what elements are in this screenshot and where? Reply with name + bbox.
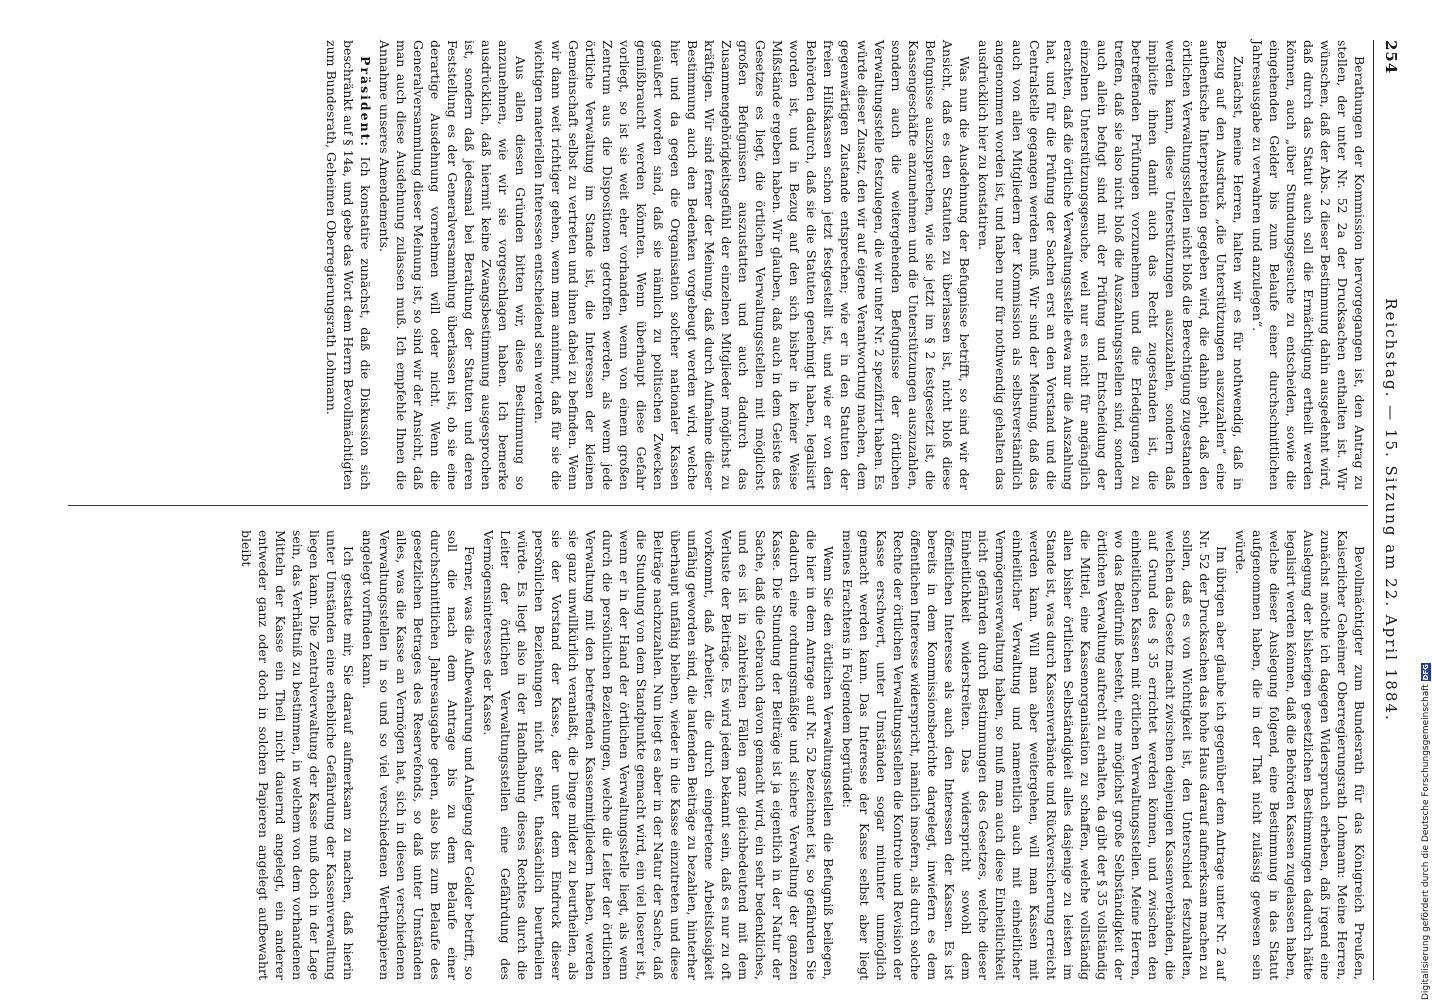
paragraph: Berathungen der Kommission hervorgegangen ist, den Antrag zu stellen, der unter Nr. 52 2a der Drucksachen enthalten ist. Wir wünschen, daß der Abs. 2 dieser Bestimmung dahin ausgedehnt wird, daß durch das Statut auch soll die Ermächtigung ertheilt werden können, auch „über Stundungsgesuche zu entscheiden, sowie die eingehenden Gelder bis zum Belaufe einer durchschnittlichen Jahresausgabe zu verwahren und anzulegen“. xyxy=(1250,40,1367,490)
digitization-text: Digitalisierung gefördert durch die Deutsche Forschungsgemeinschaft xyxy=(1421,684,1431,1000)
paragraph: Wenn Sie den örtlichen Verwaltungsstellen die Befugniß beilegen, die hier in dem Antrage auf Nr. 52 bezeichnet ist, so gefährden Sie dadurch eine ordnungsmäßige und sichere Verwaltung der ganzen Kasse. Die Stundung der Beiträge ist ja eigentlich in der Natur der Sache, daß die Gebrauch davon gemacht wird, ein sehr bedenkliches, und es ist in zahlreichen Fällen ganz gleichbedeutend mit dem Verluste der Beiträge. Es wird jedem bekannt sein, daß es nur zu oft vorkommt, daß Arbeiter, die durch eingetretene Arbeitslosigkeit unfähig geworden sind, die laufenden Beiträge zu bezahlen, hinterher überhaupt unfähig bleiben, wieder in die Kasse einzutreten und diese Beiträge nachzuzahlen. Nun liegt es aber in der Natur der Sache, daß die Stundung von dem Standpunkte gemacht wird, ein viel loserer ist, wenn er in der Hand der örtlichen Verwaltungsstelle liegt, als wenn durch die persönlichen Beziehungen, welche die Leiter der örtlichen Verwaltung mit den betreffenden Kassenmitgliedern haben, werden sie ganz unwillkürlich veranlaßt, die Dinge milder zu beurtheilen, als sie der Vorstand der Kasse, der unter dem Eindruck dieser persönlichen Beziehungen nicht steht, thatsächlich beurtheilen würde. Es liegt also in der Handhabung dieses Rechtes durch die Leiter der örtlichen Verwaltungsstellen eine Gefährdung des Vermögensinteresses der Kasse. xyxy=(481,530,836,980)
dfg-logo: DFG xyxy=(1422,664,1430,681)
running-head: Reichstag. — 15. Sitzung am 22. April 1884. xyxy=(1382,298,1400,722)
left-text-column xyxy=(321,40,1368,490)
paragraph: Bevollmächtigter zum Bundesrath für das Königreich Preußen, Kaiserlicher Geheimer Oberregierungsrath Lohmann: Meine Herren, zunächst möchte ich dagegen Widerspruch erheben, daß irgend eine Auslegung der bisherigen gesetzlichen Bestimmungen dadurch hätte legalisirt werden können, daß die Behörden Kassen zugelassen haben, welche dieser Auslegung folgend, eine Bestimmung in das Statut aufgenommen haben, die in der That nicht zulässig gewesen sein würde. xyxy=(1233,530,1367,980)
paragraph: Ferner, was die Aufbewahrung und Anlegung der Gelder betrifft, so soll die nach dem Antrage bis zu dem Belaufe einer durchschnittlichen Jahresausgabe gehen, also bis zum Belaufe des gesetzlichen Betrages des Reservefonds, so daß unter Umständen alles, was die Kasse an Vermögen hat, sich in diesen verschiedenen Verwaltungsstellen in so und so viel verschiedenen Werthpapieren angelegt vorfinden kann. xyxy=(360,530,477,980)
paragraph: Präsident: Ich konstatire zunächst, daß die Diskussion sich beschränkt auf § 14a, und gebe das Wort dem Herrn Bevollmächtigten zum Bundesrath, Geheimen Oberregierungsrath Lohmann. xyxy=(324,40,373,490)
scanned-document-page xyxy=(42,0,1412,1000)
page-header xyxy=(1372,40,1400,980)
digitization-footer xyxy=(1420,0,1432,1000)
paragraph: Was nun die Ausdehnung der Befugnisse betrifft, so sind wir der Ansicht, daß es den Statuten zu überlassen ist, nicht bloß diese Befugnisse auszusprechen, wie sie jetzt im § 2 festgesetzt ist, die Kassengeschäfte anzunehmen und die Unterstützungen auszuzahlen, sondern auch die weitergehenden Befugnisse der örtlichen Verwaltungsstelle festzulegen, die wir unter Nr. 2 spezifizirt haben. Es würde dieser Zusatz, den wir auf eigene Verantwortung machen, dem gegenwärtigen Zustande entsprechen; wie er in den Statuten der freien Hilfskassen schon jetzt festgestellt ist, und wie er von den Behörden dadurch, daß sie die Statuten genehmigt haben, legalisirt worden ist, und in Bezug auf den sich bisher in keiner Weise Mißstände ergeben haben. Wir glauben, daß auch in dem Geiste des Gesetzes es liegt, die örtlichen Verwaltungsstellen mit möglichst großen Befugnissen auszustatten und auch dadurch das Zusammengehörigkeitsgefühl der einzelnen Mitglieder möglichst zu kräftigen. Wir sind ferner der Meinung, daß durch Aufnahme dieser Bestimmung auch den Bedenken vorgebeugt werden wird, welche hier und da gegen die Organisation solcher nationaler Kassen geäußert worden sind, daß sie nämlich zu politischen Zwecken gemißbraucht werden könnten. Wenn überhaupt diese Gefahr vorliegt, so ist sie weit eher vorhanden, wenn von einem großen Zentrum aus die Dispositionen getroffen werden, als wenn jede örtliche Verwaltung im Stande ist, die Interessen der kleinen Gemeinschaft selbst zu vertreten und ihnen dabei zu befinden. Wenn wir dann weit richtiger gehen, wenn man annimmt, daß für sie die wichtigen materiellen Interessen entscheidend sein werden. xyxy=(532,40,972,490)
paragraph: Ich gestatte mir, Sie darauf aufmerksam zu machen, daß hierin unter Umständen eine erhebliche Gefährdung der Kassenverwaltung liegen kann. Die Zentralverwaltung der Kasse muß doch in der Lage sein, das Verhältniß zu bestimmen, in welchem von dem vorhandenen Mitteln der Kasse ein Theil nicht dauernd angelegt, ein anderer entweder ganz oder doch in solchen Papieren angelegt aufbewahrt bleibt xyxy=(239,530,356,980)
paragraph: Zunächst, meine Herren, halten wir es für nothwendig, daß in Bezug auf den Ausdruck „die Unterstützungen auszuzahlen“ eine authentische Interpretation gegeben wird, die dahin geht, daß den örtlichen Verwaltungsstellen nicht bloß die Berechtigung zugestanden werden kann, diese Unterstützungen auszuzahlen, sondern daß implicite ihnen damit auch das Recht zugestanden ist, die betreffenden Prüfungen vorzunehmen und die Erledigungen zu treffen, daß sie also nicht bloß die Auszahlungsstellen sind, sondern auch allein befugt sind mit der Prüfung und Entscheidung der einzelnen Unterstützungsgesuche, weil nur es nicht für angänglich erachten, daß die örtliche Verwaltungsstelle etwa nur die Auszahlung hat, und für die Prüfung der Sachen erst an den Vorstand und die Centralstelle gegangen werden muß. Wir sind der Meinung, daß das auch von allen Mitgliedern der Kommission als selbstverständlich angenommen worden ist, und haben nur für nothwendig gehalten das ausdrücklich hier zu konstatiren. xyxy=(976,40,1246,490)
paragraph: Im übrigen aber glaube ich gegenüber dem Antrage unter Nr. 2 auf Nr. 52 der Drucksachen das hohe Haus darauf aufmerksam machen zu sollen, daß es von Wichtigkeit ist, den Unterschied festzuhalten, welchen das Gesetz macht zwischen denjenigen Kassenverbänden, die auf Grund des § 35 errichtet werden können, und zwischen den einheitlichen Kassen mit örtlichen Verwaltungsstellen. Meine Herren, wo das Bedürfniß besteht, eine möglichst große Selbständigkeit der örtlichen Verwaltung aufrecht zu erhalten, da gibt der § 35 vollständig die Mittel, eine Kassenorganisation zu schaffen, welche vollständig allen bisher örtlichen Selbständigkeit alles dasjenige zu leisten im Stande ist, was durch Kassenverbände und Rückversicherung erreicht werden kann. Will man aber weitergehen, will man Kassen mit einheitlicher Verwaltung und namentlich auch mit einheitlicher Vermögensverwaltung haben, so muß man auch diese Einheitlichkeit nicht gefährden durch Bestimmungen des Gesetzes, welche dieser Einheitlichkeit widerstreiten. Das widerspricht sowohl dem öffentlichen Interesse als auch den Interessen der Kassen. Es ist bereits in dem Kommissionsberichte dargelegt, inwiefern es dem öffentlichen Interesse widerspricht, nämlich insofern, als durch solche Rechte der örtlichen Verwaltungsstellen die Kontrole und Revision der Kasse erschwert, unter Umständen sogar mitunter unmöglich gemacht werden kann. Das Interesse der Kasse selbst aber liegt meines Erachtens in Folgendem begründet: xyxy=(840,530,1229,980)
right-text-column xyxy=(236,530,1368,980)
header-rule xyxy=(1373,40,1374,980)
paragraph: Aus allen diesen Gründen bitten wir, diese Bestimmung so anzunehmen, wie wir sie vorgeschlagen haben. Ich bemerke ausdrücklich, daß hiermit keine Zwangsbestimmung ausgesprochen ist, sondern daß jedesmal bei Berathung der Statuten und deren Feststellung es der Generalversammlung überlassen ist, ob sie eine derartige Ausdehnung vornehmen will oder nicht. Wenn die Generalversammlung dieser Meinung ist, so sind wir der Ansicht, daß man auch diese Ausdehnung zulassen muß. Ich empfehle Ihnen die Annahme unseres Amendements. xyxy=(377,40,528,490)
column-divider xyxy=(68,505,1368,506)
page-number: 254 xyxy=(1382,40,1400,75)
speaker-label: Präsident: xyxy=(358,56,373,149)
